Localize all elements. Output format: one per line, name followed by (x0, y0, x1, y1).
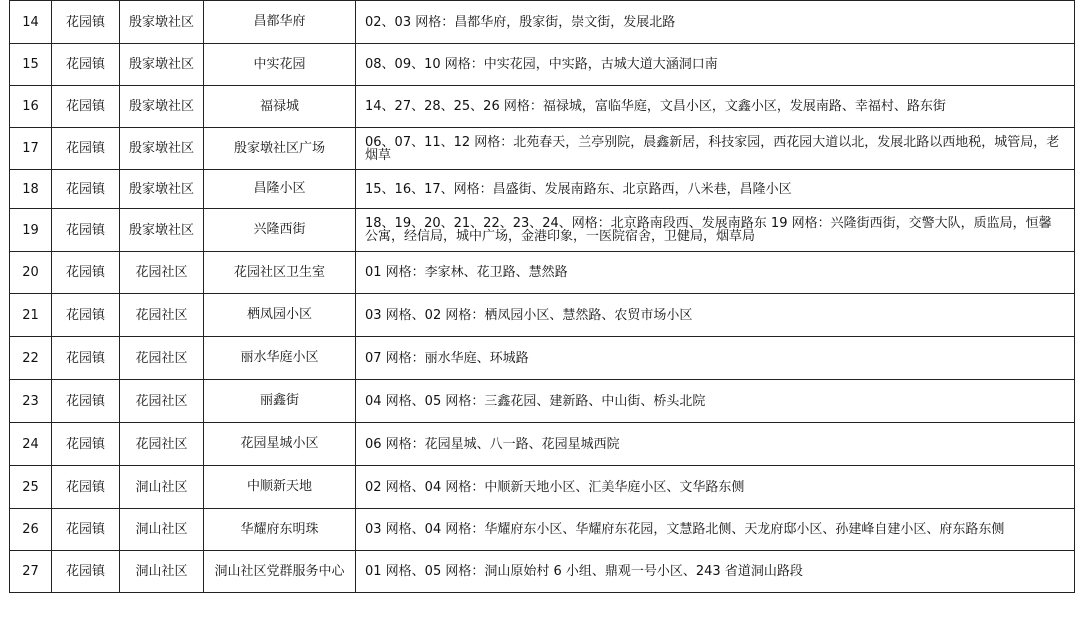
community-cell: 殷家墩社区 (120, 44, 204, 86)
community-cell: 殷家墩社区 (120, 86, 204, 128)
site-cell: 中实花园 (204, 44, 356, 86)
site-cell: 洞山社区党群服务中心 (204, 551, 356, 593)
site-cell: 花园星城小区 (204, 423, 356, 466)
table-row (10, 423, 1075, 466)
grid-description-cell: 03 网格、02 网格：栖凤园小区、慧然路、农贸市场小区 (356, 294, 1075, 337)
table-row (10, 252, 1075, 294)
table-row (10, 380, 1075, 423)
town-cell: 花园镇 (52, 466, 120, 509)
table-row (10, 509, 1075, 551)
site-cell: 栖凤园小区 (204, 294, 356, 337)
table-row (10, 1, 1075, 44)
row-number-cell: 17 (10, 128, 52, 170)
town-cell: 花园镇 (52, 44, 120, 86)
row-number-cell: 19 (10, 209, 52, 252)
row-number-cell: 23 (10, 380, 52, 423)
grid-description-cell: 14、27、28、25、26 网格：福禄城，富临华庭，文昌小区，文鑫小区，发展南路、幸福村、路东街 (356, 86, 1075, 128)
site-cell: 福禄城 (204, 86, 356, 128)
grid-description-cell: 02、03 网格：昌都华府，殷家街，崇文街，发展北路 (356, 1, 1075, 44)
community-cell: 花园社区 (120, 337, 204, 380)
town-cell: 花园镇 (52, 86, 120, 128)
table-row (10, 294, 1075, 337)
town-cell: 花园镇 (52, 170, 120, 209)
town-cell: 花园镇 (52, 294, 120, 337)
community-cell: 殷家墩社区 (120, 128, 204, 170)
grid-description-cell: 02 网格、04 网格：中顺新天地小区、汇美华庭小区、文华路东侧 (356, 466, 1075, 509)
community-cell: 洞山社区 (120, 466, 204, 509)
town-cell: 花园镇 (52, 509, 120, 551)
site-cell: 华耀府东明珠 (204, 509, 356, 551)
community-cell: 花园社区 (120, 380, 204, 423)
town-cell: 花园镇 (52, 423, 120, 466)
site-cell: 丽鑫街 (204, 380, 356, 423)
row-number-cell: 24 (10, 423, 52, 466)
site-cell: 花园社区卫生室 (204, 252, 356, 294)
row-number-cell: 27 (10, 551, 52, 593)
community-cell: 洞山社区 (120, 509, 204, 551)
row-number-cell: 26 (10, 509, 52, 551)
grid-description-cell: 01 网格、05 网格：洞山原始村 6 小组、鼎观一号小区、243 省道洞山路段 (356, 551, 1075, 593)
grid-description-cell: 15、16、17、网格：昌盛街、发展南路东、北京路西，八米巷，昌隆小区 (356, 170, 1075, 209)
table-row (10, 128, 1075, 170)
testing-site-table (9, 0, 1075, 593)
row-number-cell: 20 (10, 252, 52, 294)
community-cell: 殷家墩社区 (120, 209, 204, 252)
town-cell: 花园镇 (52, 128, 120, 170)
table-row (10, 209, 1075, 252)
row-number-cell: 15 (10, 44, 52, 86)
table-row (10, 86, 1075, 128)
grid-description-cell: 18、19、20、21、22、23、24、网格：北京路南段西、发展南路东 19 网格：兴隆街西街，交警大队，质监局，恒馨公寓，经信局，城中广场，金港印象，一医院宿舍，卫健局，烟草局 (356, 209, 1075, 252)
site-cell: 昌隆小区 (204, 170, 356, 209)
grid-description-cell: 04 网格、05 网格：三鑫花园、建新路、中山街、桥头北院 (356, 380, 1075, 423)
grid-description-cell: 06、07、11、12 网格：北苑春天，兰亭别院，晨鑫新居，科技家园，西花园大道以北，发展北路以西地税，城管局，老烟草 (356, 128, 1075, 170)
community-cell: 花园社区 (120, 294, 204, 337)
grid-description-cell: 07 网格：丽水华庭、环城路 (356, 337, 1075, 380)
town-cell: 花园镇 (52, 252, 120, 294)
community-cell: 殷家墩社区 (120, 1, 204, 44)
table-row (10, 44, 1075, 86)
town-cell: 花园镇 (52, 380, 120, 423)
town-cell: 花园镇 (52, 337, 120, 380)
row-number-cell: 14 (10, 1, 52, 44)
row-number-cell: 18 (10, 170, 52, 209)
table-row (10, 337, 1075, 380)
community-cell: 花园社区 (120, 423, 204, 466)
town-cell: 花园镇 (52, 551, 120, 593)
community-cell: 花园社区 (120, 252, 204, 294)
town-cell: 花园镇 (52, 1, 120, 44)
community-cell: 殷家墩社区 (120, 170, 204, 209)
table-row (10, 551, 1075, 593)
site-cell: 丽水华庭小区 (204, 337, 356, 380)
community-cell: 洞山社区 (120, 551, 204, 593)
site-cell: 殷家墩社区广场 (204, 128, 356, 170)
site-cell: 中顺新天地 (204, 466, 356, 509)
row-number-cell: 16 (10, 86, 52, 128)
town-cell: 花园镇 (52, 209, 120, 252)
table-row (10, 466, 1075, 509)
row-number-cell: 22 (10, 337, 52, 380)
site-cell: 兴隆西街 (204, 209, 356, 252)
grid-description-cell: 01 网格：李家林、花卫路、慧然路 (356, 252, 1075, 294)
row-number-cell: 21 (10, 294, 52, 337)
grid-description-cell: 08、09、10 网格：中实花园，中实路，古城大道大涵洞口南 (356, 44, 1075, 86)
site-cell: 昌都华府 (204, 1, 356, 44)
grid-description-cell: 03 网格、04 网格：华耀府东小区、华耀府东花园，文慧路北侧、天龙府邸小区、孙建峰自建小区、府东路东侧 (356, 509, 1075, 551)
row-number-cell: 25 (10, 466, 52, 509)
grid-description-cell: 06 网格：花园星城、八一路、花园星城西院 (356, 423, 1075, 466)
table-row (10, 170, 1075, 209)
